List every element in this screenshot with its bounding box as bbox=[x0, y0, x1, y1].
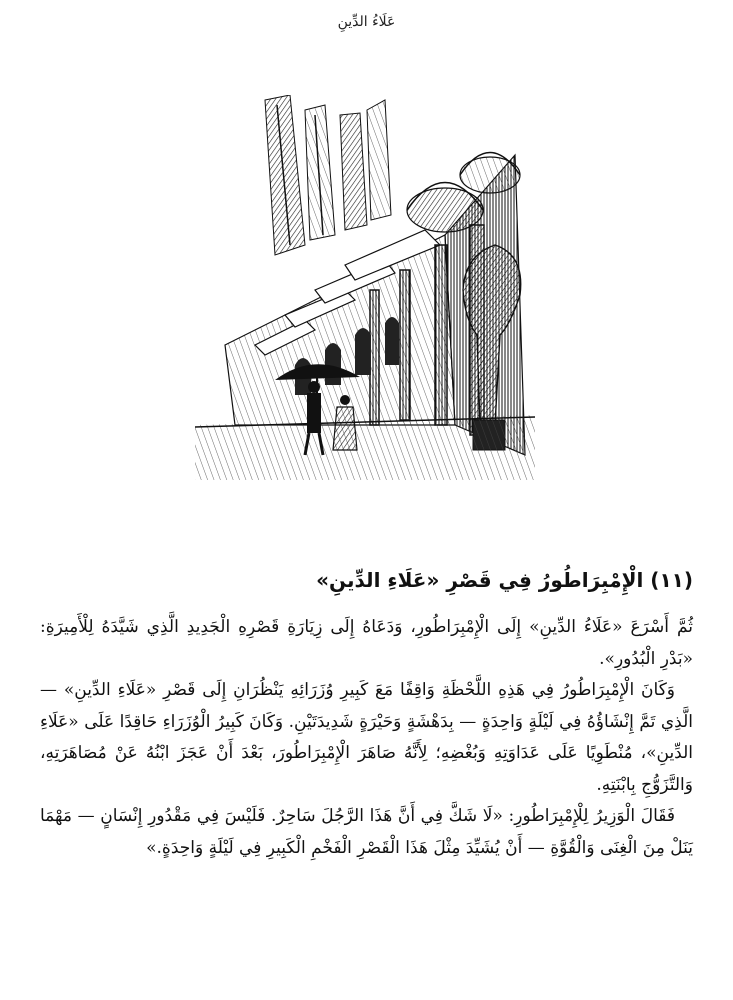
paragraph: فَقَالَ الْوَزِيرُ لِلْإِمْبِرَاطُورِ: «لَا شَكَّ فِي أَنَّ هَذَا الرَّجُلَ سَاحِرٌ. فَلَيْسَ فِي مَقْدُورِ إِنْسَانٍ — مَهْمَا يَنَلْ مِنَ الْغِنَى وَالْقُوَّةِ — أَنْ يُشَيِّدَ مِثْلَ هَذَا الْقَصْرِ الْفَخْمِ الْكَبِيرِ فِي لَيْلَةٍ وَاحِدَةٍ.» bbox=[40, 806, 693, 858]
engraving-palace-colonnade-icon bbox=[195, 95, 535, 480]
chapter-body bbox=[40, 612, 693, 864]
running-header: عَلَاءُ الدِّينِ bbox=[337, 14, 396, 30]
paragraph: وَكَانَ الْإِمْبِرَاطُورُ فِي هَذِهِ اللَّحْظَةِ وَاقِفًا مَعَ كَبِيرِ وُزَرَائِهِ يَنْظُرَانِ إِلَى قَصْرِ «عَلَاءِ الدِّينِ» — الَّذِي تَمَّ إِنْشَاؤُهُ فِي لَيْلَةٍ وَاحِدَةٍ — بِدَهْشَةٍ وَحَيْرَةٍ شَدِيدَتَيْنِ. وَكَانَ كَبِيرُ الْوُزَرَاءِ حَاقِدًا عَلَى «عَلَاءِ الدِّينِ»، مُنْطَوِيًا عَلَى عَدَاوَتِهِ وَبُغْضِهِ؛ لِأَنَّهُ صَاهَرَ الْإِمْبِرَاطُورَ، بَعْدَ أَنْ عَجَزَ ابْنُهُ عَنْ مُصَاهَرَتِهِ، وَالتَّزَوُّجِ بِابْنَتِهِ. bbox=[40, 680, 693, 795]
chapter-title: (١١) الْإِمْبِرَاطُورُ فِي قَصْرِ «عَلَاءِ الدِّينِ» bbox=[316, 568, 693, 592]
paragraph: ثُمَّ أَسْرَعَ «عَلَاءُ الدِّينِ» إِلَى الْإِمْبِرَاطُورِ، وَدَعَاهُ إِلَى زِيَارَةِ قَصْرِهِ الْجَدِيدِ الَّذِي شَيَّدَهُ لِلْأَمِيرَةِ: «بَدْرِ الْبُدُورِ». bbox=[40, 617, 693, 669]
